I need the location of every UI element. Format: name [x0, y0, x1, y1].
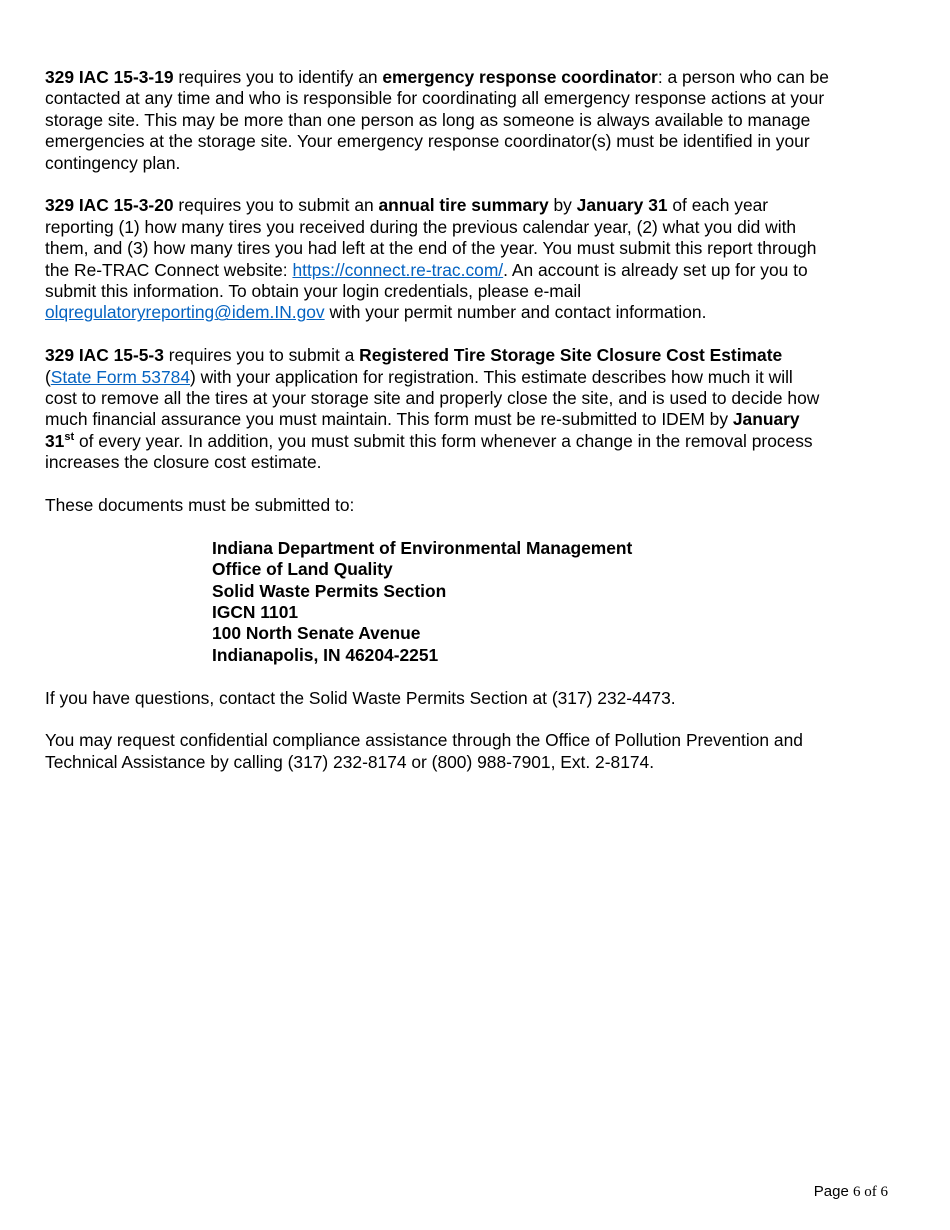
- term-annual-tire-summary: annual tire summary: [378, 195, 549, 216]
- page-number-footer: Page 6 of 6: [813, 1183, 888, 1200]
- rule-citation: 329 IAC 15-5-3: [45, 345, 164, 366]
- deadline-month: January: [732, 409, 800, 430]
- deadline-day: 31st: [45, 430, 75, 451]
- document-body: [45, 67, 905, 795]
- address-line-section: Solid Waste Permits Section: [212, 580, 447, 601]
- submission-intro: These documents must be submitted to:: [45, 495, 355, 516]
- term-emergency-coordinator: emergency response coordinator: [382, 67, 658, 87]
- address-line-building: IGCN 1101: [212, 602, 299, 623]
- rule-citation: 329 IAC 15-3-20: [45, 195, 174, 216]
- mailing-address: [212, 538, 905, 666]
- rule-citation: 329 IAC 15-3-19: [45, 67, 174, 87]
- paragraph-closure-cost-estimate: 329 IAC 15-5-3 requires you to submit a Registered Tire Storage Site Closure Cost Estimate (State Form 53784) with your application for registration. This estimate describes how much it will cost to remove all the tires at your storage site and properly close the site, and is used to decide how much financial assurance you must maintain. This form must be re-submitted to IDEM by January 31st of every year. In addition, you must submit this form whenever a change in the removal process increases the closure cost estimate.: [45, 345, 820, 473]
- questions-contact: If you have questions, contact the Solid Waste Permits Section at (317) 232-4473.: [45, 687, 676, 708]
- compliance-assistance: You may request confidential compliance assistance through the Office of Pollution Prevention and Technical Assistance by calling (317) 232-8174 or (800) 988-7901, Ext. 2-8174.: [45, 730, 803, 772]
- email-link[interactable]: olqregulatoryreporting@idem.IN.gov: [45, 302, 325, 323]
- address-line-office: Office of Land Quality: [212, 559, 393, 580]
- deadline-date: January 31: [576, 195, 668, 216]
- state-form-link[interactable]: State Form 53784: [50, 366, 190, 387]
- retrac-website-link[interactable]: https://connect.re-trac.com/: [292, 259, 504, 280]
- address-line-agency: Indiana Department of Environmental Management: [212, 537, 633, 558]
- paragraph-emergency-coordinator: 329 IAC 15-3-19 requires you to identify an emergency response coordinator: a person who can be contacted at any time and who is responsible for coordinating all emergency response actions at your storage site. This may be more than one person as long as someone is always available to manage emergencies at the storage site. Your emergency response coordinator(s) must be identified in your contingency plan.: [45, 67, 829, 173]
- term-closure-cost-estimate: Registered Tire Storage Site Closure Cost Estimate: [359, 345, 783, 366]
- paragraph-annual-tire-summary: 329 IAC 15-3-20 requires you to submit an annual tire summary by January 31 of each year reporting (1) how many tires you received during the previous calendar year, (2) what you did with them, and (3) how many tires you had left at the end of the year. You must submit this report through the Re-TRAC Connect website: https://connect.re-trac.com/. An account is already set up for you to submit this information. To obtain your login credentials, please e-mail olqregulatoryreporting@idem.IN.gov with your permit number and contact information.: [45, 195, 817, 323]
- address-line-street: 100 North Senate Avenue: [212, 623, 421, 644]
- address-line-city: Indianapolis, IN 46204-2251: [212, 644, 439, 665]
